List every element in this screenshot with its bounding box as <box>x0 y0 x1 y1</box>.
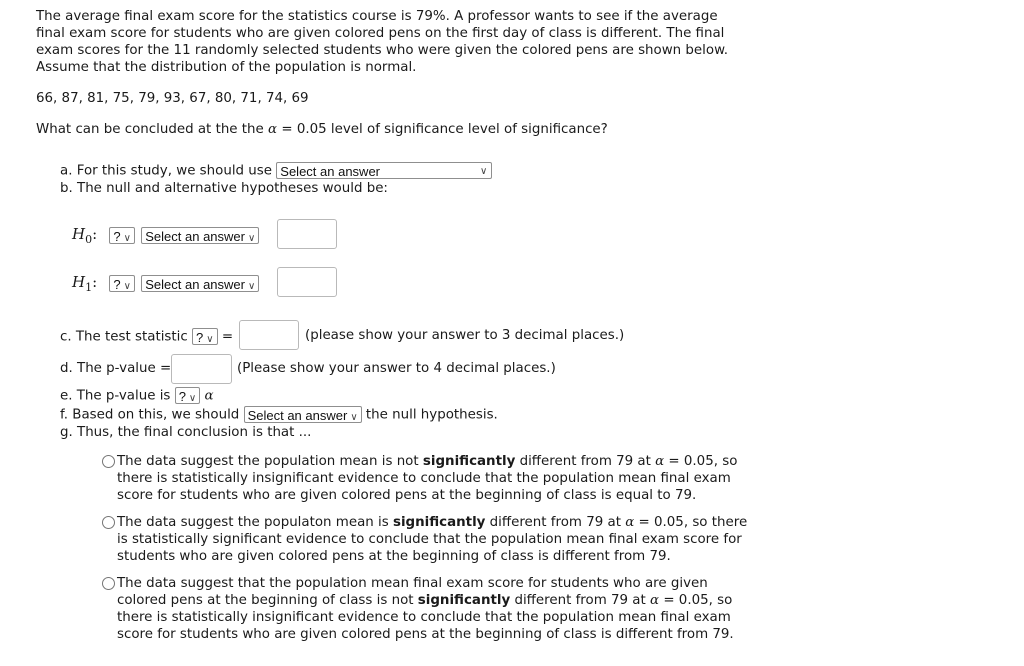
h1-subscript: 1 <box>85 281 93 294</box>
h1-value-input[interactable] <box>277 267 337 297</box>
p-value-hint: (Please show your answer to 4 decimal places.) <box>237 361 556 376</box>
h1-label <box>72 273 93 294</box>
h1-colon: : <box>92 273 98 291</box>
conclusion-option-1[interactable] <box>117 453 757 504</box>
test-statistic-hint: (please show your answer to 3 decimal places.) <box>305 328 625 343</box>
h0-operator-value: Select an answer <box>145 228 245 244</box>
study-type-select[interactable] <box>276 162 492 179</box>
chevron-down-icon: ∨ <box>350 412 358 423</box>
part-a <box>60 162 492 179</box>
radio-icon[interactable] <box>102 455 115 468</box>
h1-parameter-select[interactable] <box>109 275 135 292</box>
h1-operator-select[interactable] <box>141 275 259 292</box>
option-2-bold: significantly <box>392 515 486 530</box>
part-a-label: a. For this study, we should use <box>60 163 273 179</box>
option-1-text-3: = 0.05, so there is statistically insignificant evidence to conclude that the population mean final exam score for students who are given colored pens at the beginning of class is equal to 79. <box>117 454 738 503</box>
radio-icon[interactable] <box>102 516 115 529</box>
h0-operator-select[interactable] <box>141 227 259 244</box>
data-values: 66, 87, 81, 75, 79, 93, 67, 80, 71, 74, 69 <box>36 91 309 106</box>
radio-icon[interactable] <box>102 577 115 590</box>
question-alpha: α <box>268 122 278 137</box>
decision-select[interactable] <box>244 406 362 423</box>
option-2-text-3: = 0.05, so there is statistically significant evidence to conclude that the population mean final exam score for students who are given colored pens at the beginning of class is different from 79. <box>117 515 748 564</box>
chevron-down-icon: ∨ <box>247 232 256 244</box>
option-2-alpha: α <box>625 515 635 530</box>
study-type-select-value: Select an answer <box>280 164 381 179</box>
option-3-bold: significantly <box>417 593 511 608</box>
h1-parameter-value: ? <box>113 276 121 292</box>
option-1-text-1: The data suggest the population mean is not <box>117 454 423 469</box>
option-3-alpha: α <box>650 593 660 608</box>
option-2-text-2: different from 79 at <box>485 515 626 530</box>
test-statistic-select[interactable] <box>192 328 218 345</box>
h1-operator-value: Select an answer <box>145 276 245 292</box>
option-1-text-2: different from 79 at <box>515 454 656 469</box>
chevron-down-icon: ∨ <box>479 166 488 177</box>
part-c-label: c. The test statistic <box>60 329 188 345</box>
option-2-text-1: The data suggest the populaton mean is <box>117 515 393 530</box>
h0-parameter-value: ? <box>113 228 121 244</box>
h0-value-input[interactable] <box>277 219 337 249</box>
part-e <box>60 387 214 404</box>
part-e-alpha: α <box>204 388 214 404</box>
part-c <box>60 328 233 345</box>
decision-select-value: Select an answer <box>247 408 348 423</box>
test-statistic-equals: = <box>221 329 234 345</box>
chevron-down-icon: ∨ <box>123 280 131 292</box>
h0-parameter-select[interactable] <box>109 227 135 244</box>
p-value-comparison-value: ? <box>178 389 186 404</box>
chevron-down-icon: ∨ <box>188 393 197 404</box>
conclusion-option-2[interactable] <box>117 514 757 565</box>
part-e-label: e. The p-value is <box>60 388 171 404</box>
chevron-down-icon: ∨ <box>247 280 256 292</box>
option-1-alpha: α <box>655 454 665 469</box>
part-g-label: g. Thus, the final conclusion is that ... <box>60 425 312 440</box>
h0-subscript: 0 <box>85 233 93 246</box>
part-d-label: d. The p-value = <box>60 361 172 376</box>
question <box>36 122 608 137</box>
option-3-text-2: different from 79 at <box>510 593 651 608</box>
h0-label <box>72 225 93 246</box>
h1-row <box>72 273 259 294</box>
test-statistic-select-value: ? <box>196 330 204 345</box>
question-suffix: = 0.05 level of significance level of significance? <box>281 122 608 137</box>
option-1-bold: significantly <box>422 454 516 469</box>
h0-letter: H <box>72 225 86 243</box>
conclusion-option-3[interactable] <box>117 575 757 643</box>
chevron-down-icon: ∨ <box>123 232 131 244</box>
part-f <box>60 406 498 423</box>
h1-letter: H <box>72 273 86 291</box>
option-3-text-1: The data suggest that the population mean final exam score for students who are given colored pens at the beginning of class is not <box>117 576 708 608</box>
test-statistic-input[interactable] <box>239 320 299 350</box>
part-f-label: f. Based on this, we should <box>60 407 240 423</box>
h0-row <box>72 225 259 246</box>
problem-intro: The average final exam score for the statistics course is 79%. A professor wants to see if the average final exam score for students who are given colored pens on the first day of class is different. The final exam scores for the 11 randomly selected students who were given the colored pens are shown below. Assume that the distribution of the population is normal. <box>36 9 729 75</box>
question-prefix: What can be concluded at the the <box>36 122 264 137</box>
h0-colon: : <box>92 225 98 243</box>
part-b-label: b. The null and alternative hypotheses would be: <box>60 181 388 196</box>
option-3-text-3: = 0.05, so there is statistically insignificant evidence to conclude that the population mean final exam score for students who are given colored pens at the beginning of class is different from 79. <box>117 593 734 642</box>
part-f-suffix: the null hypothesis. <box>365 407 498 423</box>
p-value-input[interactable] <box>171 354 232 384</box>
chevron-down-icon: ∨ <box>206 334 214 345</box>
p-value-comparison-select[interactable] <box>175 387 201 404</box>
